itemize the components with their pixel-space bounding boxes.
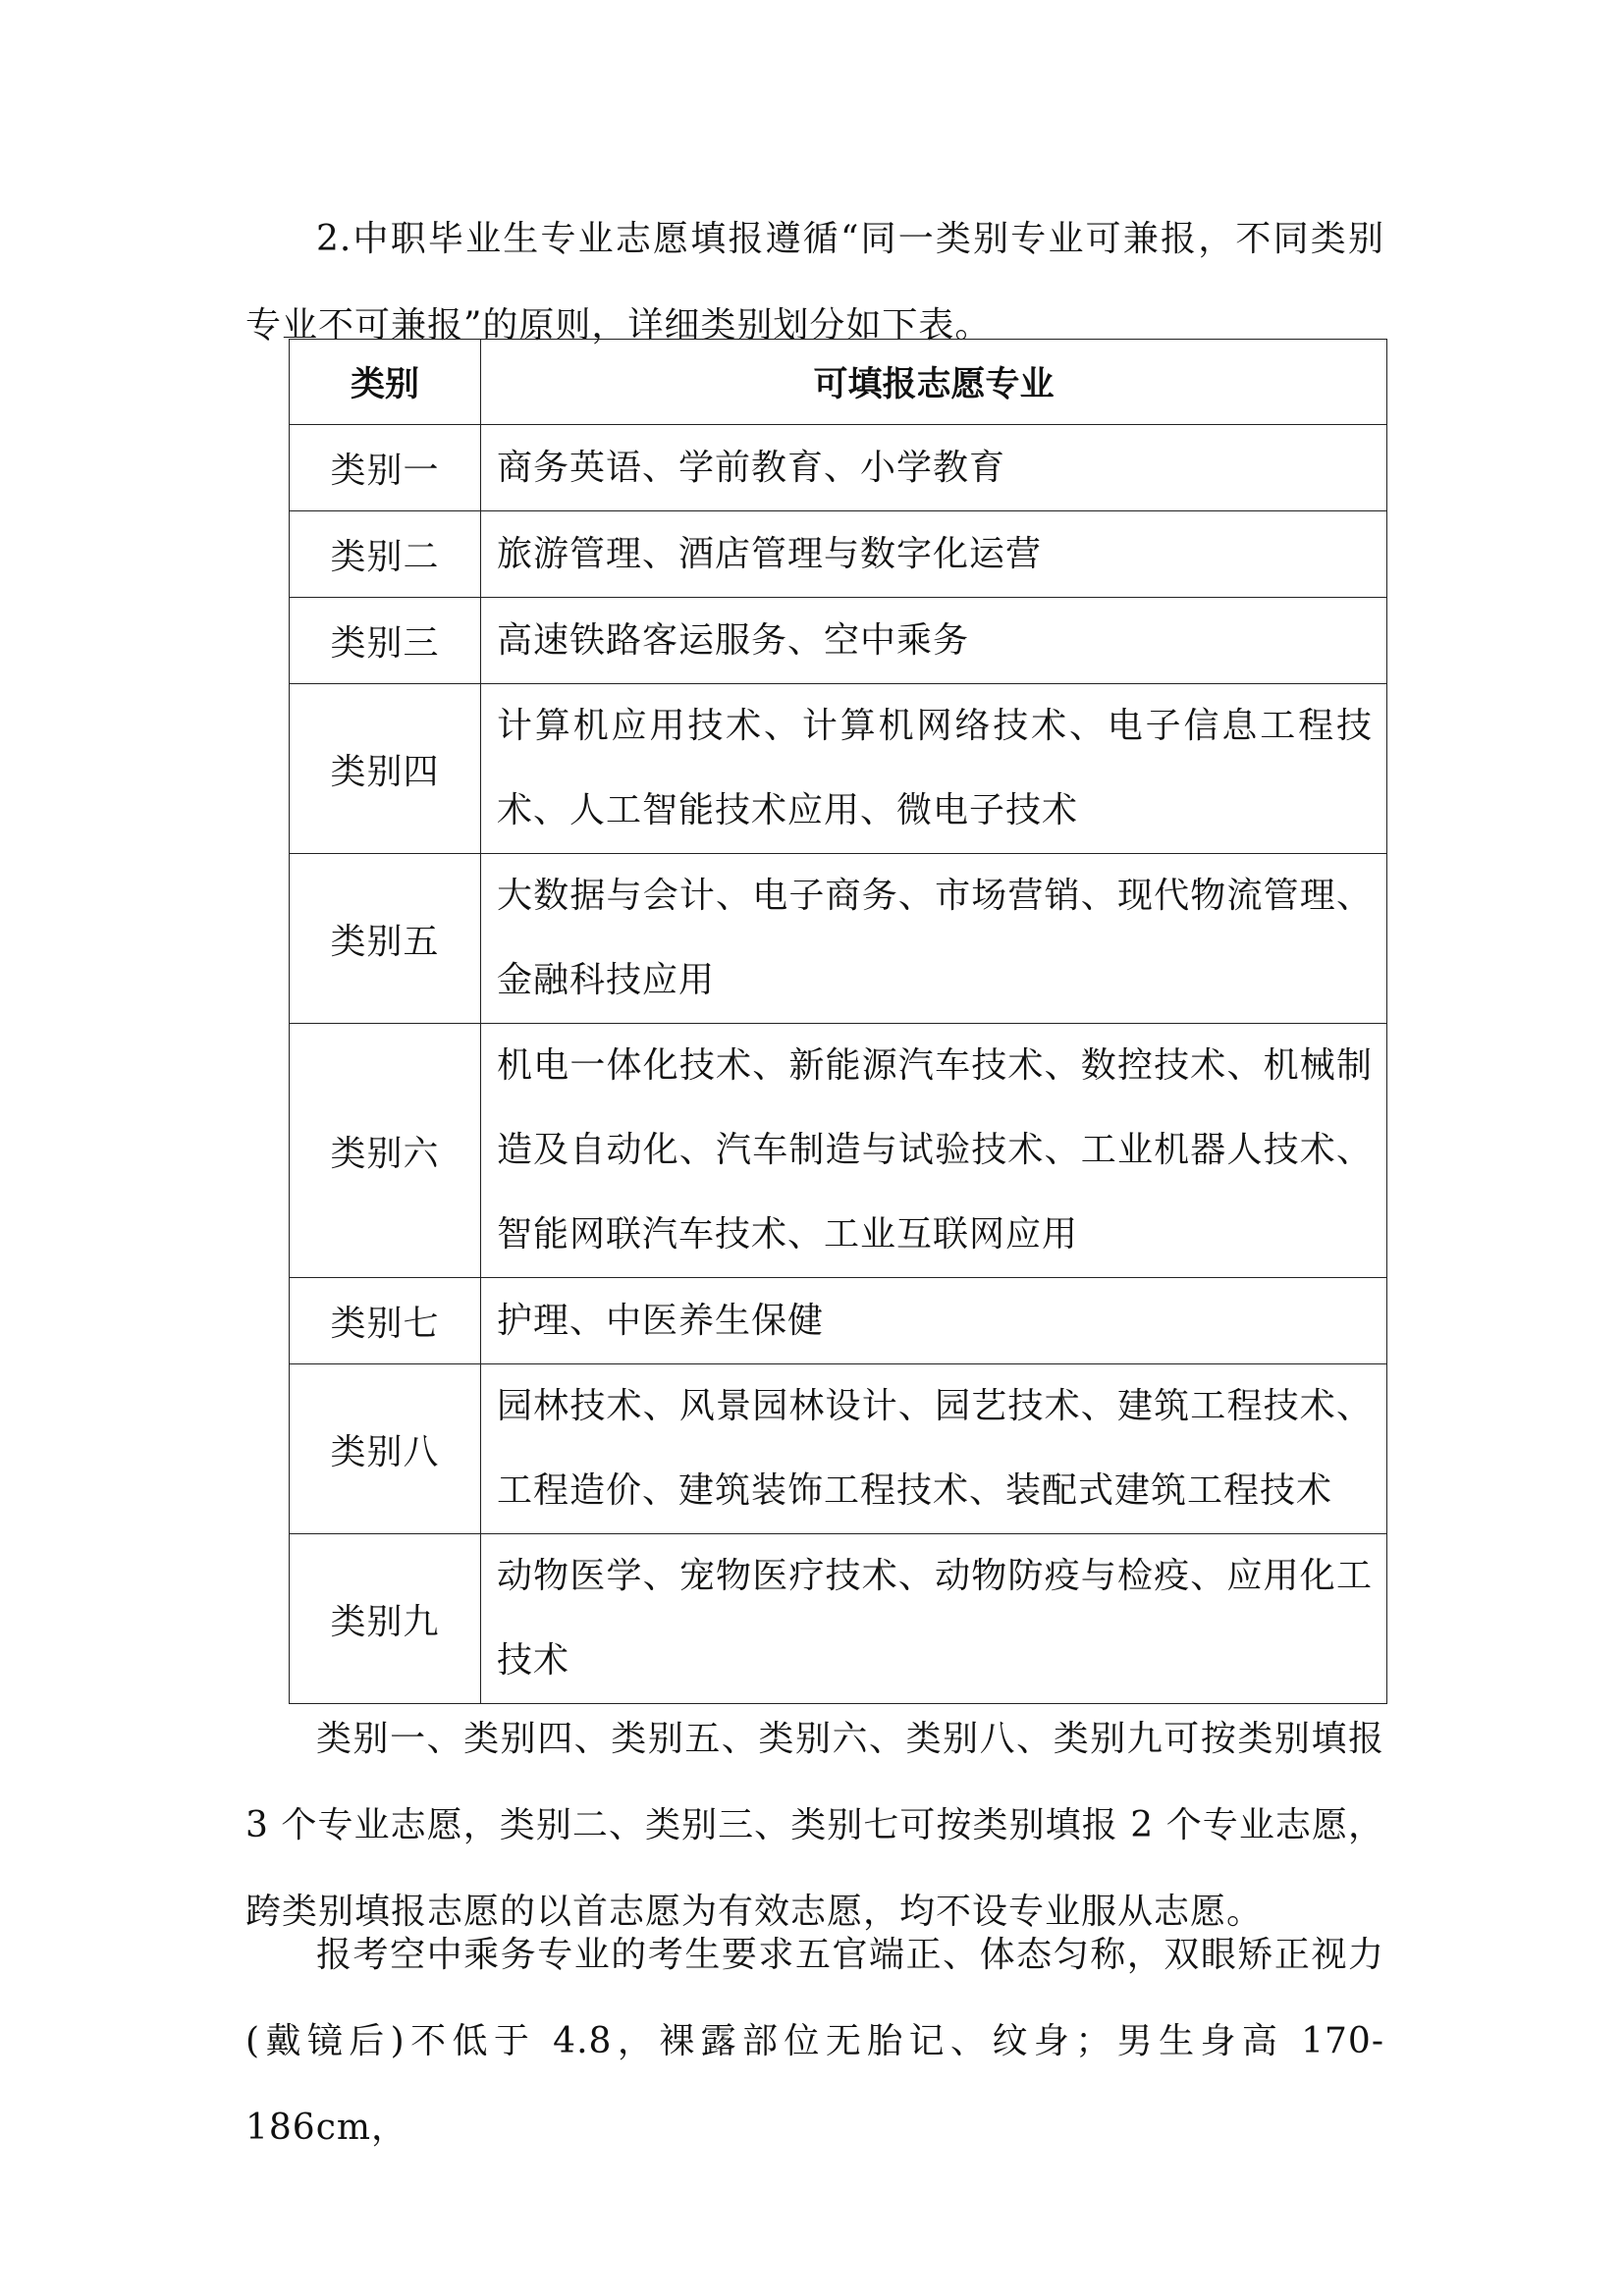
table-row	[290, 1534, 1387, 1704]
table-row	[290, 511, 1387, 598]
majors-cell: 旅游管理、酒店管理与数字化运营	[481, 511, 1387, 598]
majors-cell: 大数据与会计、电子商务、市场营销、现代物流管理、金融科技应用	[481, 854, 1387, 1024]
category-cell: 类别三	[290, 598, 481, 684]
majors-cell: 机电一体化技术、新能源汽车技术、数控技术、机械制造及自动化、汽车制造与试验技术、工业机器人技术、智能网联汽车技术、工业互联网应用	[481, 1024, 1387, 1278]
table-header-row	[290, 340, 1387, 425]
table-row	[290, 684, 1387, 854]
majors-cell: 商务英语、学前教育、小学教育	[481, 425, 1387, 511]
intro-paragraph: 2.中职毕业生专业志愿填报遵循“同一类别专业可兼报，不同类别专业不可兼报”的原则，详细类别划分如下表。	[245, 219, 1384, 346]
table-row	[290, 1278, 1387, 1364]
category-cell: 类别六	[290, 1024, 481, 1278]
table-row	[290, 425, 1387, 511]
category-cell: 类别二	[290, 511, 481, 598]
majors-cell: 计算机应用技术、计算机网络技术、电子信息工程技术、人工智能技术应用、微电子技术	[481, 684, 1387, 854]
majors-cell: 护理、中医养生保健	[481, 1278, 1387, 1364]
major-category-table	[289, 339, 1387, 1704]
table-row	[290, 598, 1387, 684]
category-cell: 类别七	[290, 1278, 481, 1364]
table-row	[290, 1024, 1387, 1278]
flight-attendant-paragraph: 报考空中乘务专业的考生要求五官端正、体态匀称，双眼矫正视力(戴镜后)不低于 4.8，裸露部位无胎记、纹身；男生身高 170-186cm，	[245, 1935, 1384, 2148]
category-cell: 类别九	[290, 1534, 481, 1704]
category-cell: 类别一	[290, 425, 481, 511]
header-majors: 可填报志愿专业	[481, 340, 1387, 425]
majors-cell: 高速铁路客运服务、空中乘务	[481, 598, 1387, 684]
category-cell: 类别五	[290, 854, 481, 1024]
majors-cell: 园林技术、风景园林设计、园艺技术、建筑工程技术、工程造价、建筑装饰工程技术、装配式建筑工程技术	[481, 1364, 1387, 1534]
category-cell: 类别四	[290, 684, 481, 854]
rule-paragraph: 类别一、类别四、类别五、类别六、类别八、类别九可按类别填报 3 个专业志愿，类别二、类别三、类别七可按类别填报 2 个专业志愿，跨类别填报志愿的以首志愿为有效志愿，均不设专业服从志愿。	[245, 1719, 1384, 1932]
category-cell: 类别八	[290, 1364, 481, 1534]
majors-cell: 动物医学、宠物医疗技术、动物防疫与检疫、应用化工技术	[481, 1534, 1387, 1704]
table-row	[290, 854, 1387, 1024]
header-category: 类别	[290, 340, 481, 425]
table-row	[290, 1364, 1387, 1534]
